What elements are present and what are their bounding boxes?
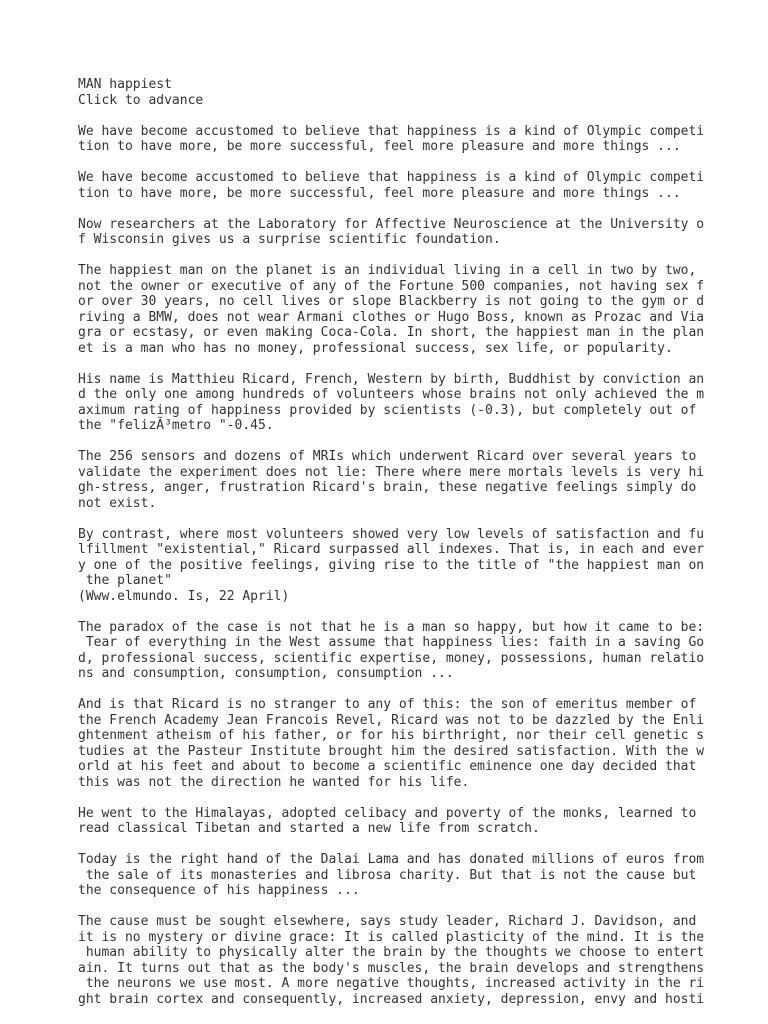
text-line: gh-stress, anger, frustration Ricard's brain, these negative feelings simply do [78, 480, 697, 495]
text-line: We have become accustomed to believe that happiness is a kind of Olympic competi [78, 123, 705, 139]
text-line: d, professional success, scientific expertise, money, possessions, human relatio [78, 650, 705, 666]
click-to-advance-text[interactable]: Click to advance [78, 92, 204, 108]
text-line: ain. It turns out that as the body's muscles, the brain develops and strengthens [78, 960, 705, 976]
text-line: d the only one among hundreds of volunteers whose brains not only achieved the m [78, 387, 705, 402]
paragraph [78, 806, 698, 837]
text-line: Today is the right hand of the Dalai Lama and has donated millions of euros from [78, 852, 705, 867]
text-line: The paradox of the case is not that he is a man so happy, but how it came to be: [78, 619, 705, 635]
text-line: it is no mystery or divine grace: It is called plasticity of the mind. It is the [78, 929, 705, 945]
text-line: f Wisconsin gives us a surprise scientific foundation. [78, 232, 501, 247]
text-line: not exist. [78, 495, 157, 511]
text-line: He went to the Himalayas, adopted celibacy and poverty of the monks, learned to [78, 805, 697, 821]
text-line: y one of the positive feelings, giving rise to the title of "the happiest man on [78, 557, 705, 573]
paragraph [78, 123, 705, 155]
text-line: We have become accustomed to believe that happiness is a kind of Olympic competi [78, 170, 705, 185]
text-line: By contrast, where most volunteers showed very low levels of satisfaction and fu [78, 526, 705, 542]
paragraph [78, 170, 705, 201]
text-line: And is that Ricard is no stranger to any of this: the son of emeritus member of [78, 697, 697, 712]
text-line: et is a man who has no money, professional success, sex life, or popularity. [78, 340, 673, 356]
text-line: aximum rating of happiness provided by scientists (-0.3), but completely out of [78, 402, 697, 418]
text-line: tion to have more, be more successful, feel more pleasure and more things ... [78, 185, 681, 201]
paragraph [78, 697, 705, 790]
text-line: Now researchers at the Laboratory for Affective Neuroscience at the University o [78, 216, 705, 232]
text-line: the planet" [78, 573, 172, 588]
paragraph [78, 619, 705, 682]
text-line: this was not the direction he wanted for his life. [78, 774, 470, 790]
text-line: lfillment "existential," Ricard surpassed all indexes. That is, in each and ever [78, 542, 705, 557]
text-line: the neurons we use most. A more negative thoughts, increased activity in the ri [78, 976, 705, 991]
paragraph [78, 216, 705, 248]
paragraph [78, 914, 705, 1007]
document-title: MAN happiest [78, 77, 172, 92]
text-line: ns and consumption, consumption, consumption ... [78, 666, 454, 681]
text-line: the French Academy Jean Francois Revel, Ricard was not to be dazzled by the Enli [78, 712, 705, 728]
text-line: validate the experiment does not lie: There where mere mortals levels is very hi [78, 464, 705, 480]
text-line: not the owner or executive of any of the Fortune 500 companies, not having sex f [78, 278, 705, 294]
text-line: (Www.elmundo. Is, 22 April) [78, 588, 290, 604]
text-line: Tear of everything in the West assume that happiness lies: faith in a saving Go [78, 635, 705, 650]
text-line: riving a BMW, does not wear Armani clothes or Hugo Boss, known as Prozac and Via [78, 309, 705, 325]
text-line: or over 30 years, no cell lives or slope Blackberry is not going to the gym or d [78, 294, 705, 309]
text-line: the sale of its monasteries and librosa charity. But that is not the cause but [78, 867, 697, 883]
paragraph [78, 526, 705, 605]
text-line: the consequence of his happiness ... [78, 883, 360, 898]
text-line: orld at his feet and about to become a scientific eminence one day decided that [78, 759, 697, 774]
text-line: His name is Matthieu Ricard, French, Western by birth, Buddhist by conviction an [78, 371, 705, 387]
text-line: tudies at the Pasteur Institute brought him the desired satisfaction. With the w [78, 743, 705, 759]
paragraph [78, 852, 705, 899]
paragraph-list [78, 123, 705, 1008]
text-line: tion to have more, be more successful, feel more pleasure and more things ... [78, 139, 681, 154]
text-line: ghtenment atheism of his father, or for his birthright, nor their cell genetic s [78, 728, 705, 743]
paragraph [78, 449, 705, 511]
text-line: gra or ecstasy, or even making Coca-Cola. In short, the happiest man in the plan [78, 325, 705, 340]
text-line: The cause must be sought elsewhere, says study leader, Richard J. Davidson, and [78, 914, 697, 929]
text-line: read classical Tibetan and started a new life from scratch. [78, 821, 540, 836]
text-line: The happiest man on the planet is an individual living in a cell in two by two, [78, 263, 697, 278]
paragraph [78, 263, 705, 356]
text-line: the "felizÃ³metro "-0.45. [78, 418, 274, 433]
text-line: The 256 sensors and dozens of MRIs which underwent Ricard over several years to [78, 449, 697, 464]
paragraph [78, 371, 705, 434]
document-body [78, 77, 705, 1007]
header-block [78, 77, 698, 108]
text-line: ght brain cortex and consequently, increased anxiety, depression, envy and hosti [78, 991, 705, 1007]
text-line: human ability to physically alter the brain by the thoughts we choose to entert [78, 945, 705, 960]
